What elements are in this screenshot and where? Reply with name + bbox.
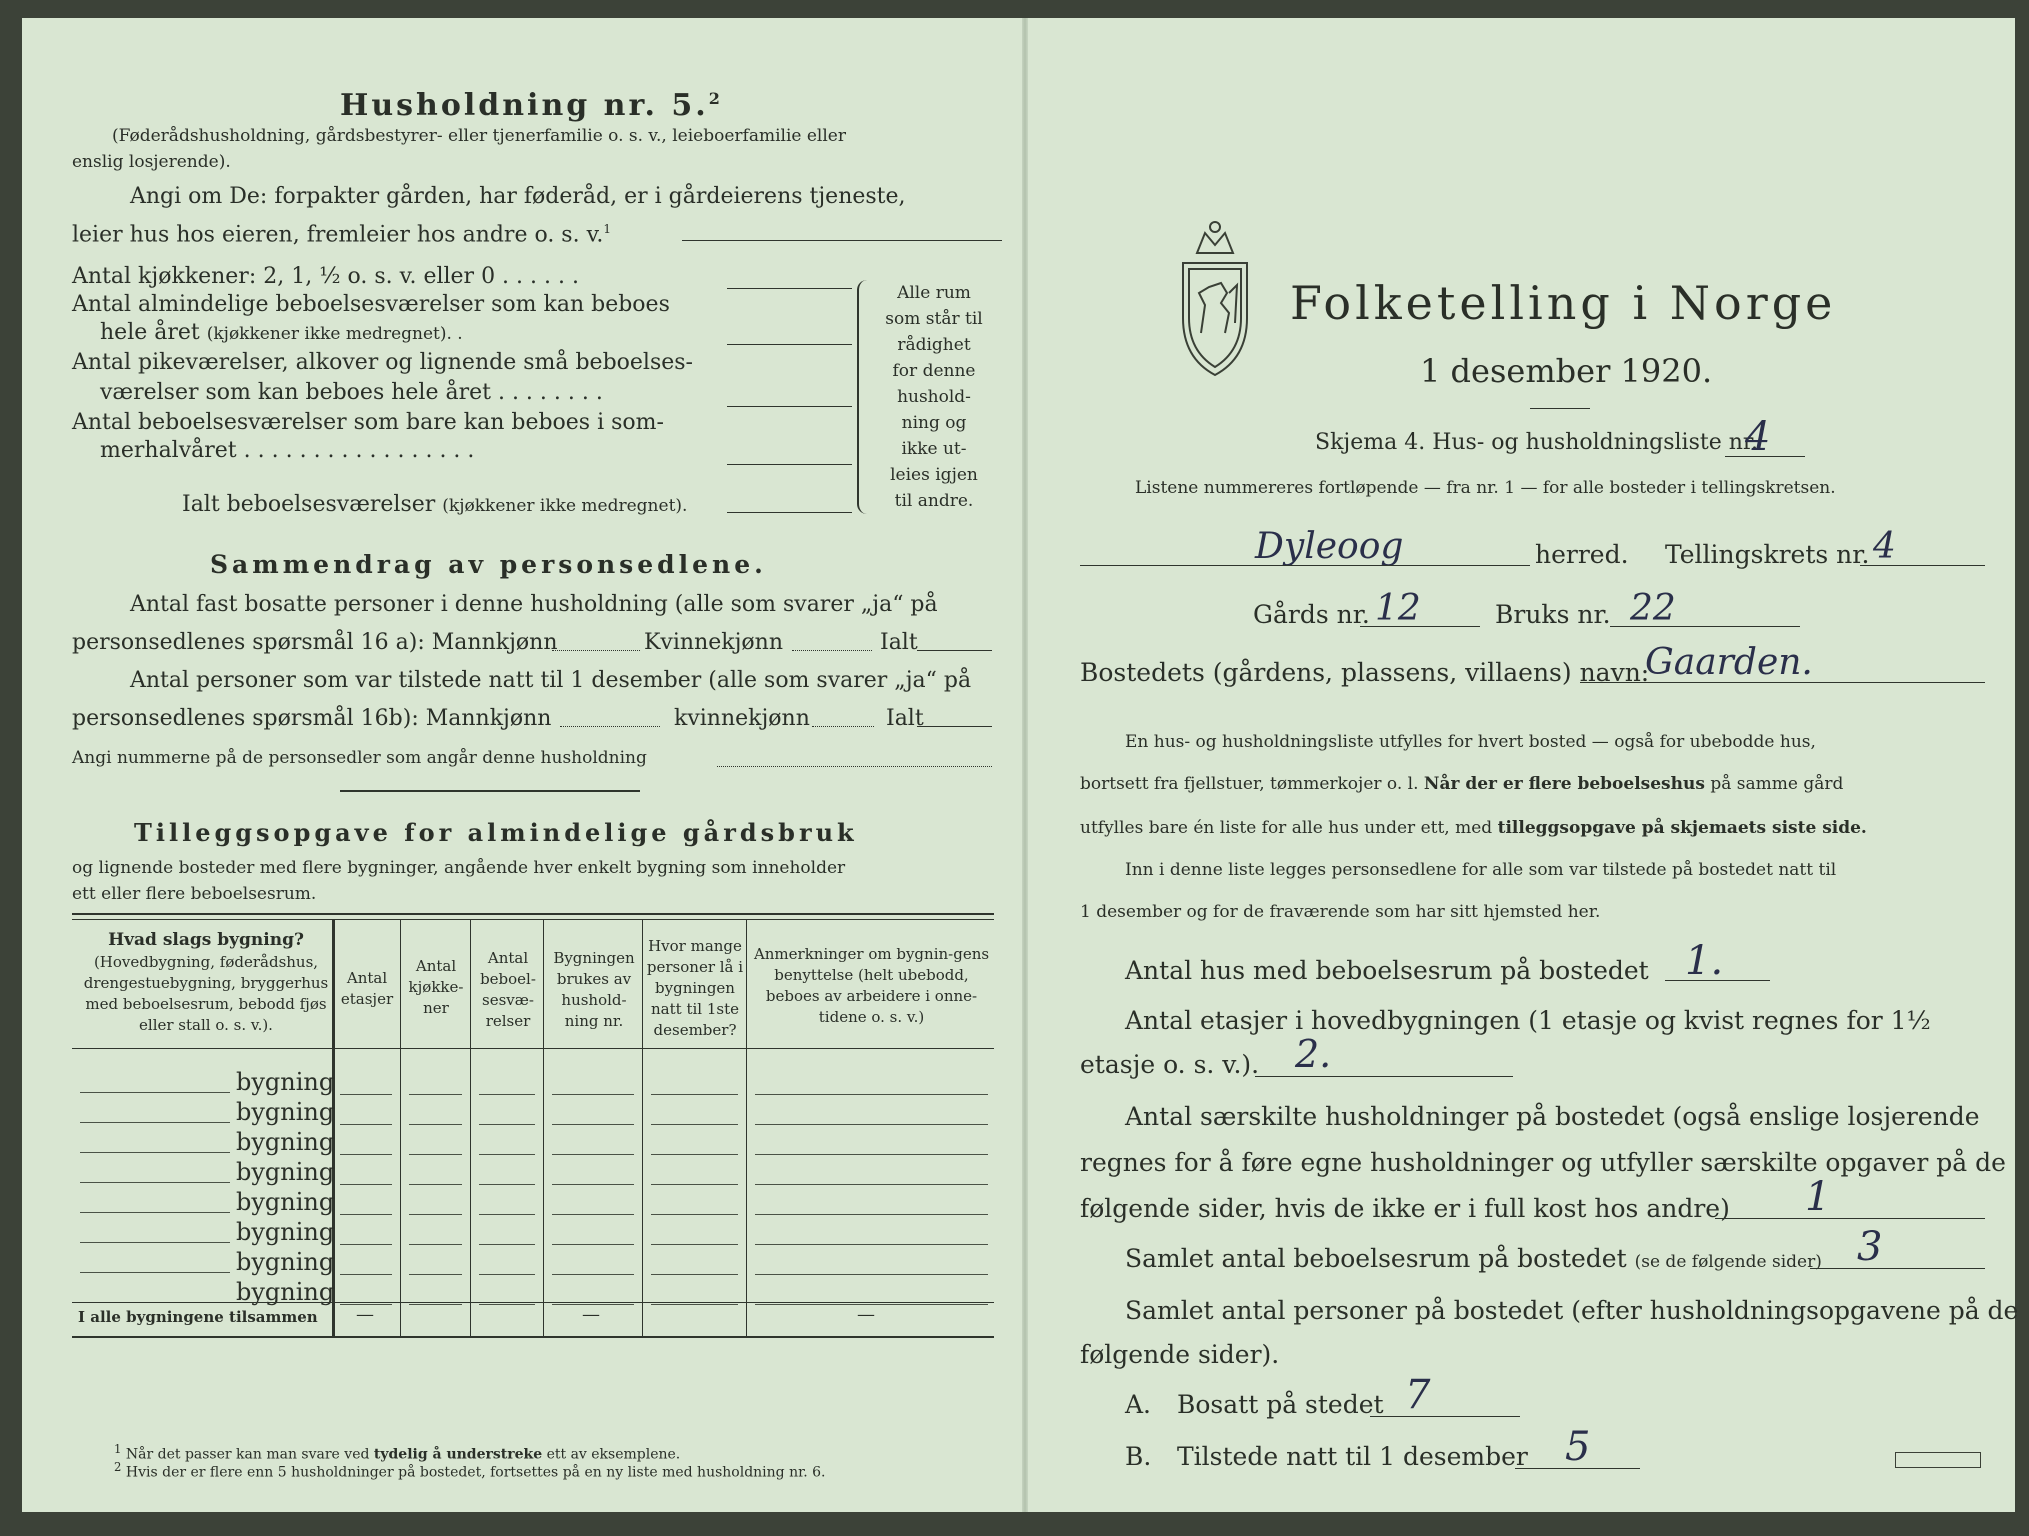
header-bygning-title: Hvad slags bygning? <box>108 930 304 950</box>
herred-label: herred. <box>1535 540 1629 569</box>
tellingskrets-value: 4 <box>1873 526 1896 567</box>
row-cell-line <box>409 1304 462 1305</box>
sommer-label-2: merhalvåret . . . . . . . . . . . . . . . . . <box>100 438 475 463</box>
tilstede-line-2: personsedlenes spørsmål 16b): Mannkjønn <box>72 706 552 731</box>
skjema-line <box>1725 456 1805 457</box>
samlet-pers-label-1: Samlet antal personer på bostedet (efter husholdningsopgavene på de <box>1125 1296 2019 1325</box>
side-note-line: leies igjen <box>890 465 978 485</box>
row-cell-line <box>552 1244 634 1245</box>
row-cell-line <box>409 1244 462 1245</box>
tillegg-title: Tilleggsopgave for almindelige gårdsbruk <box>134 818 858 847</box>
row-cell-line <box>340 1154 392 1155</box>
row-cell-line <box>479 1214 535 1215</box>
nummerne-line <box>717 766 992 767</box>
side-note-line: ikke ut- <box>901 439 967 459</box>
bosted-label: Bostedets (gårdens, plassens, villaens) navn: <box>1080 658 1650 687</box>
row-cell-line <box>409 1184 462 1185</box>
samlet-pers-label-2: følgende sider). <box>1080 1340 1280 1369</box>
header-beboelsesvaerelser: Antal beboel-sesvæ-relser <box>480 949 536 1030</box>
row-cell-line <box>479 1304 535 1305</box>
row-cell-line <box>479 1274 535 1275</box>
section-divider <box>340 790 640 792</box>
brace <box>857 280 873 514</box>
bosatt-label: Bosatt på stedet <box>1177 1390 1384 1419</box>
info-line-4: Inn i denne liste legges personsedlene for alle som var tilstede på bostedet natt til <box>1125 860 1837 880</box>
info-line-1: En hus- og husholdningsliste utfylles for hvert bosted — også for ubebodde hus, <box>1125 732 1816 752</box>
row-cell-line <box>552 1214 634 1215</box>
sommer-label-1: Antal beboelsesværelser som bare kan beboes i som- <box>72 410 664 435</box>
hus-value: 1. <box>1685 938 1724 984</box>
row-cell-line <box>479 1154 535 1155</box>
angi-line-2: leier hus hos eieren, fremleier hos andre o. s. v.$^1$ <box>72 222 612 248</box>
row-label: bygning <box>236 1218 335 1246</box>
ialt-label: Ialt beboelsesværelser (kjøkkener ikke medregnet). <box>182 492 688 517</box>
row-cell-line <box>409 1214 462 1215</box>
side-note-line: hushold- <box>897 387 971 407</box>
total-label: I alle bygningene tilsammen <box>78 1308 318 1326</box>
row-cell-line <box>409 1274 462 1275</box>
sammendrag-title: Sammendrag av personsedlene. <box>210 550 767 579</box>
total-dash-husholdning: — <box>582 1304 600 1325</box>
table-col-divider <box>746 919 747 1337</box>
row-cell-line <box>755 1274 988 1275</box>
footnote-1: $^1$ Når det passer kan man svare ved tydelig å understreke ett av eksemplene. <box>114 1442 681 1463</box>
bosted-value: Gaarden. <box>1645 642 1813 683</box>
row-cell-line <box>755 1244 988 1245</box>
side-note-line: for denne <box>892 361 976 381</box>
row-label: bygning <box>236 1098 335 1126</box>
row-blank-line <box>80 1182 230 1183</box>
herred-line <box>1080 565 1530 566</box>
tilstede-letter: B. <box>1125 1442 1152 1471</box>
row-cell-line <box>479 1094 535 1095</box>
side-note-line: rådighet <box>897 335 971 355</box>
saerskilte-label-3: følgende sider, hvis de ikke er i full kost hos andre) <box>1080 1194 1730 1223</box>
row-cell-line <box>651 1094 738 1095</box>
saerskilte-value: 1 <box>1805 1174 1831 1220</box>
tilstede-line <box>1515 1468 1640 1469</box>
bosatt-letter: A. <box>1125 1390 1152 1419</box>
pike-line <box>727 406 852 407</box>
bosatt-value: 7 <box>1405 1372 1431 1418</box>
row-cell-line <box>755 1214 988 1215</box>
samlet-rum-label: Samlet antal beboelsesrum på bostedet (se de følgende sider) <box>1125 1244 1822 1273</box>
row-label: bygning <box>236 1158 335 1186</box>
header-bygning-desc: (Hovedbygning, føderådshus, drengestuebygning, bryggerhus med beboelsesrum, bebodd fjøs eller stall o. s. v.). <box>83 953 329 1034</box>
etasjer-value: 2. <box>1295 1032 1332 1076</box>
fast-line-1: Antal fast bosatte personer i denne husholdning (alle som svarer „ja“ på <box>130 592 938 617</box>
row-blank-line <box>80 1242 230 1243</box>
row-cell-line <box>552 1124 634 1125</box>
tilstede-ialt-line <box>917 726 992 727</box>
table-col-divider <box>400 919 401 1337</box>
right-page <box>1025 18 2019 1512</box>
table-col-divider <box>642 919 643 1337</box>
tilstede-label: Tilstede natt til 1 desember <box>1177 1442 1528 1471</box>
samlet-rum-value: 3 <box>1857 1224 1883 1270</box>
row-cell-line <box>479 1124 535 1125</box>
row-cell-line <box>552 1274 634 1275</box>
row-label: bygning <box>236 1128 335 1156</box>
row-cell-line <box>340 1094 392 1095</box>
etasjer-line <box>1255 1076 1513 1077</box>
etasjer-label-2: etasje o. s. v.). <box>1080 1050 1260 1079</box>
row-cell-line <box>479 1184 535 1185</box>
info-line-3: utfylles bare én liste for alle hus under ett, med tilleggsopgave på skjemaets siste side. <box>1080 818 1867 838</box>
row-label: bygning <box>236 1278 335 1306</box>
total-dash-anmerkninger: — <box>857 1304 875 1325</box>
pike-label-1: Antal pikeværelser, alkover og lignende små beboelses- <box>72 350 693 375</box>
row-blank-line <box>80 1092 230 1093</box>
row-label: bygning <box>236 1068 335 1096</box>
row-cell-line <box>651 1274 738 1275</box>
household-note: (Føderådshusholdning, gårdsbestyrer- eller tjenerfamilie o. s. v., leieboerfamilie eller <box>112 126 846 146</box>
angi-answer-line <box>682 240 1002 241</box>
hus-line <box>1665 980 1770 981</box>
hus-label: Antal hus med beboelsesrum på bostedet <box>1125 956 1649 985</box>
row-cell-line <box>552 1184 634 1185</box>
row-cell-line <box>651 1124 738 1125</box>
table-col-divider <box>543 919 544 1337</box>
header-personer: Hvor mange personer lå i bygningen natt til 1ste desember? <box>646 937 744 1039</box>
tillegg-line-1: og lignende bosteder med flere bygninger, angående hver enkelt bygning som inneholder <box>72 858 846 878</box>
row-cell-line <box>755 1184 988 1185</box>
header-kjokkener: Antal kjøkke-ner <box>408 957 464 1017</box>
row-cell-line <box>409 1154 462 1155</box>
skjema-value: 4 <box>1745 414 1771 460</box>
row-cell-line <box>409 1094 462 1095</box>
info-line-2: bortsett fra fjellstuer, tømmerkojer o. l. Når der er flere beboelseshus på samme gård <box>1080 774 1844 794</box>
gards-value: 12 <box>1375 588 1421 629</box>
row-cell-line <box>479 1244 535 1245</box>
form-title: Folketelling i Norge <box>1290 276 1837 330</box>
bosted-line <box>1580 682 1985 683</box>
fast-kvinne-label: Kvinnekjønn <box>644 630 783 655</box>
row-label: bygning <box>236 1188 335 1216</box>
title-divider <box>1530 408 1590 409</box>
header-etasjer: Antal etasjer <box>340 969 394 1008</box>
table-col-divider <box>470 919 471 1337</box>
row-cell-line <box>552 1154 634 1155</box>
row-cell-line <box>651 1154 738 1155</box>
row-blank-line <box>80 1122 230 1123</box>
row-blank-line <box>80 1272 230 1273</box>
gards-label: Gårds nr. <box>1253 600 1370 629</box>
row-cell-line <box>340 1274 392 1275</box>
tillegg-line-2: ett eller flere beboelsesrum. <box>72 884 317 904</box>
almindelige-label-2: hele året (kjøkkener ikke medregnet). . <box>100 320 463 345</box>
row-cell-line <box>755 1124 988 1125</box>
row-cell-line <box>651 1184 738 1185</box>
row-cell-line <box>651 1244 738 1245</box>
side-note-line: som står til <box>885 309 983 329</box>
header-anmerkninger: Anmerkninger om bygnin-gens benyttelse (helt ubebodd, beboes av arbeidere i onne-tidene o. s. v.) <box>753 945 990 1026</box>
tellingskrets-line <box>1860 565 1985 566</box>
form-date: 1 desember 1920. <box>1420 352 1713 390</box>
almindelige-line <box>727 344 852 345</box>
listene-note: Listene nummereres fortløpende — fra nr. 1 — for alle bosteder i tellingskretsen. <box>1135 478 1836 498</box>
row-cell-line <box>552 1094 634 1095</box>
nummerne-label: Angi nummerne på de personsedler som angår denne husholdning <box>72 748 647 768</box>
saerskilte-label-1: Antal særskilte husholdninger på bostedet (også enslige losjerende <box>1125 1102 1980 1131</box>
gards-line <box>1360 626 1480 627</box>
row-blank-line <box>80 1152 230 1153</box>
header-husholdning: Bygningen brukes av hushold-ning nr. <box>553 949 635 1030</box>
info-line-5: 1 desember og for de fraværende som har sitt hjemsted her. <box>1080 902 1601 922</box>
ialt-line <box>727 512 852 513</box>
table-header-bottom <box>72 1048 994 1049</box>
table-total-top <box>72 1302 994 1303</box>
saerskilte-label-2: regnes for å føre egne husholdninger og utfyller særskilte opgaver på de <box>1080 1148 2006 1177</box>
fast-ialt-label: Ialt <box>880 630 918 655</box>
tilstede-line-1: Antal personer som var tilstede natt til 1 desember (alle som svarer „ja“ på <box>130 668 972 693</box>
row-label: bygning <box>236 1248 335 1276</box>
fast-kvinne-line <box>792 650 872 651</box>
etasjer-label-1: Antal etasjer i hovedbygningen (1 etasje og kvist regnes for 1½ <box>1125 1006 1931 1035</box>
row-cell-line <box>340 1124 392 1125</box>
household-title: Husholdning nr. 5.$^2$ <box>340 88 723 123</box>
table-bottom-border <box>72 1336 994 1338</box>
tilstede-kvinne-line <box>812 726 874 727</box>
row-cell-line <box>755 1154 988 1155</box>
printer-stamp <box>1895 1452 1981 1468</box>
household-note-cont: enslig losjerende). <box>72 152 231 172</box>
fast-mann-line <box>552 650 640 651</box>
total-dash-etasjer: — <box>356 1304 374 1325</box>
side-note <box>874 280 994 514</box>
pike-label-2: værelser som kan beboes hele året . . . . . . . . <box>100 380 603 405</box>
side-note-line: Alle rum <box>897 283 971 303</box>
saerskilte-line <box>1715 1218 1985 1219</box>
row-cell-line <box>340 1214 392 1215</box>
angi-line-1: Angi om De: forpakter gården, har føderåd, er i gårdeierens tjeneste, <box>130 184 906 209</box>
row-cell-line <box>755 1094 988 1095</box>
table-top-border-2 <box>72 919 994 920</box>
fast-ialt-line <box>917 650 992 651</box>
sommer-line <box>727 464 852 465</box>
tilstede-value: 5 <box>1565 1424 1591 1470</box>
skjema-label: Skjema 4. Hus- og husholdningsliste nr. <box>1315 430 1758 455</box>
tilstede-ialt-label: Ialt <box>886 706 924 731</box>
herred-value: Dyleoog <box>1255 526 1404 567</box>
row-cell-line <box>651 1214 738 1215</box>
side-note-line: ning og <box>901 413 967 433</box>
tilstede-mann-line <box>560 726 660 727</box>
fast-line-2: personsedlenes spørsmål 16 a): Mannkjønn <box>72 630 558 655</box>
census-sheet <box>22 18 2019 1512</box>
row-cell-line <box>340 1244 392 1245</box>
row-blank-line <box>80 1212 230 1213</box>
bruks-label: Bruks nr. <box>1495 600 1611 629</box>
bruks-value: 22 <box>1630 588 1676 629</box>
row-cell-line <box>409 1124 462 1125</box>
samlet-rum-line <box>1810 1268 1985 1269</box>
left-page <box>22 18 1025 1512</box>
footnote-2: $^2$ Hvis der er flere enn 5 husholdninger på bostedet, fortsettes på en ny liste med husholdning nr. 6. <box>114 1460 826 1481</box>
kjokkener-line <box>727 288 852 289</box>
bruks-line <box>1610 626 1800 627</box>
tilstede-kvinne-label: kvinnekjønn <box>674 706 810 731</box>
row-cell-line <box>340 1184 392 1185</box>
row-cell-line <box>651 1304 738 1305</box>
tellingskrets-label: Tellingskrets nr. <box>1665 540 1870 569</box>
coat-of-arms-icon <box>1175 213 1255 383</box>
bosatt-line <box>1370 1416 1520 1417</box>
kjokkener-label: Antal kjøkkener: 2, 1, ½ o. s. v. eller 0 . . . . . . <box>72 264 579 289</box>
table-top-border <box>72 913 994 915</box>
side-note-line: til andre. <box>894 491 974 511</box>
almindelige-label-1: Antal almindelige beboelsesværelser som kan beboes <box>72 292 670 317</box>
